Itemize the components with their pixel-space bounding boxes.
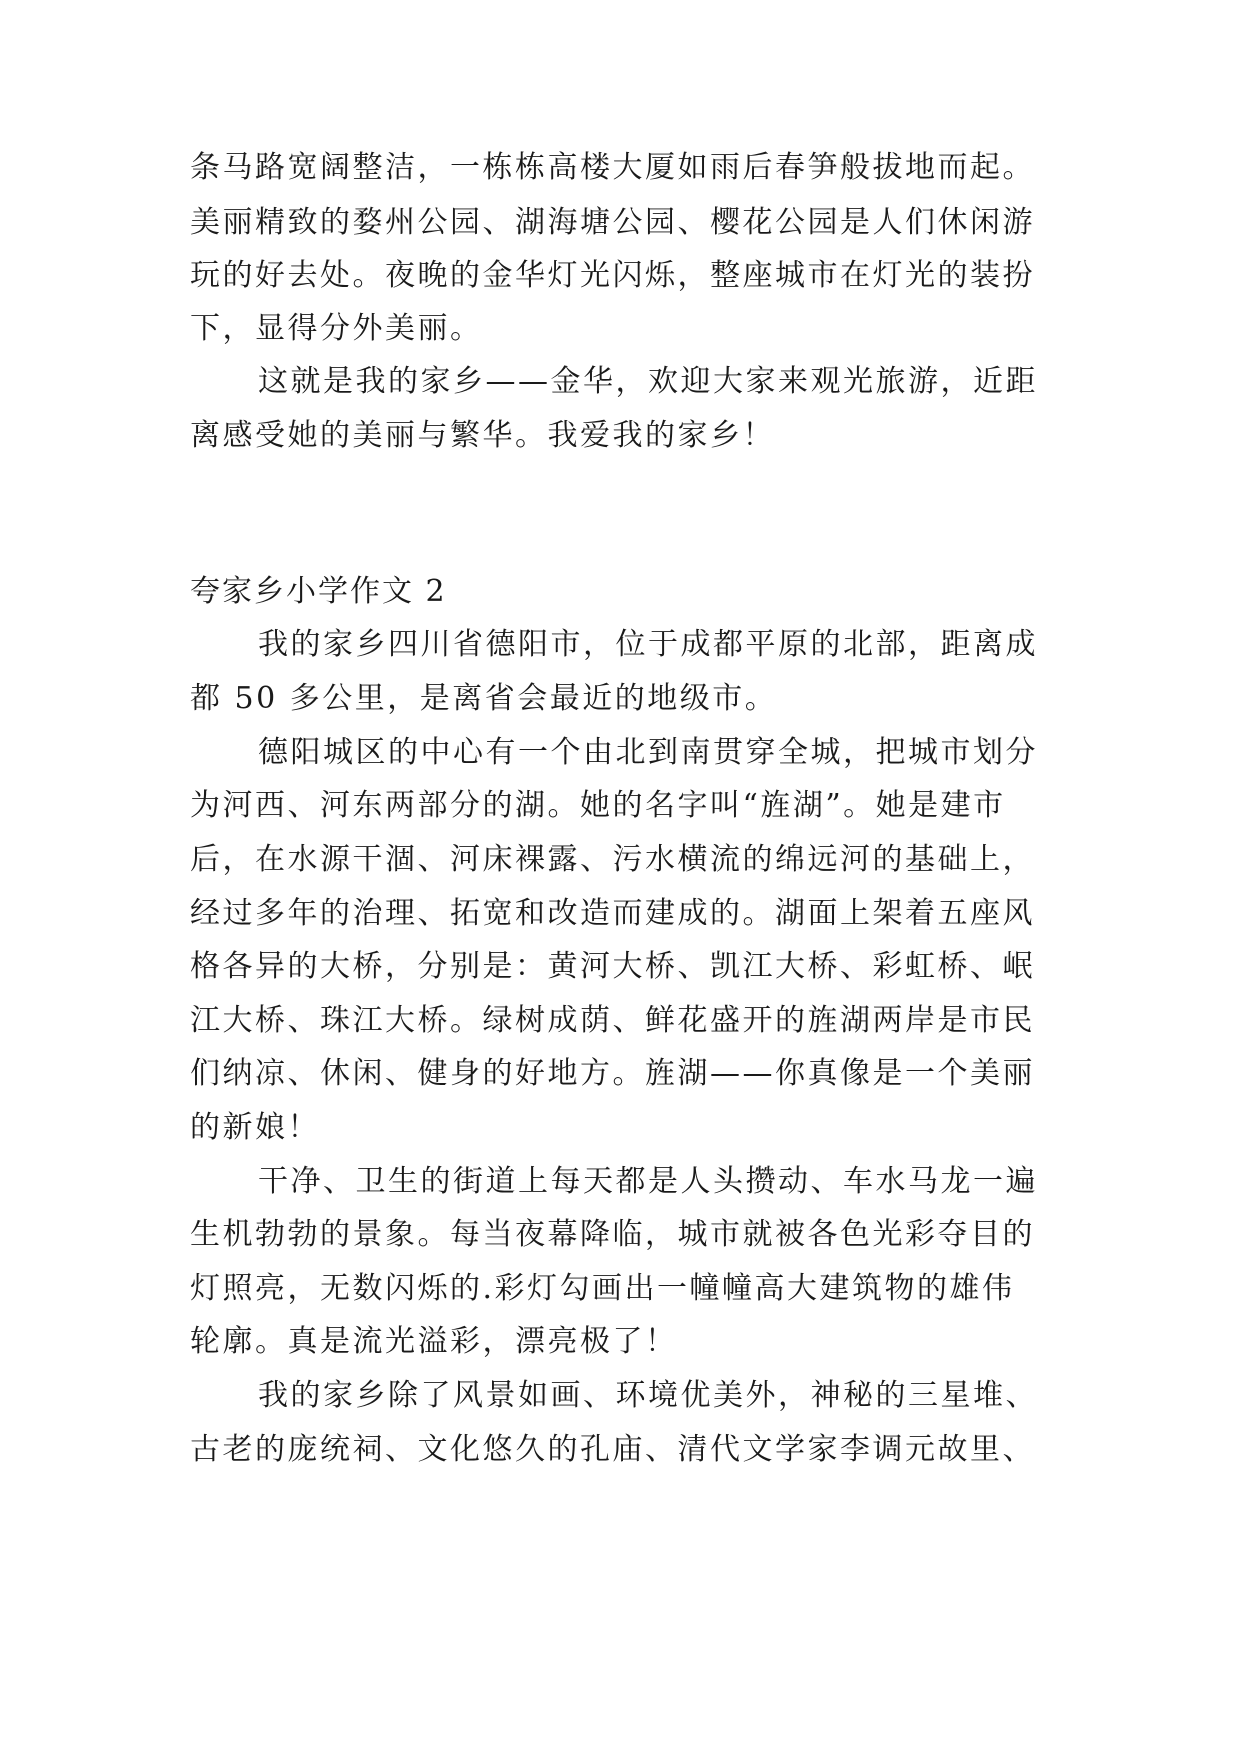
paragraph-line: 干净、卫生的街道上每天都是人头攒动、车水马龙一遍 [258,1164,1038,1199]
paragraph-line: 美丽精致的婺州公园、湖海塘公园、樱花公园是人们休闲游 [190,205,1035,240]
paragraph-line: 灯照亮，无数闪烁的.彩灯勾画出一幢幢高大建筑物的雄伟 [190,1271,1015,1306]
paragraph-line: 的新娘！ [190,1110,320,1145]
paragraph-line: 条马路宽阔整洁，一栋栋高楼大厦如雨后春笋般拔地而起。 [190,150,1035,185]
paragraph-line: 我的家乡除了风景如画、环境优美外，神秘的三星堆、 [258,1378,1038,1413]
paragraph-line: 生机勃勃的景象。每当夜幕降临，城市就被各色光彩夺目的 [190,1217,1035,1252]
paragraph-line: 我的家乡四川省德阳市，位于成都平原的北部，距离成 [258,627,1038,662]
paragraph-line: 后，在水源干涸、河床裸露、污水横流的绵远河的基础上， [190,842,1035,877]
paragraph-line: 都 50 多公里，是离省会最近的地级市。 [190,681,778,716]
paragraph-line: 德阳城区的中心有一个由北到南贯穿全城，把城市划分 [258,735,1038,770]
paragraph-line: 为河西、河东两部分的湖。她的名字叫“旌湖”。她是建市 [190,788,1006,823]
paragraph-line: 下，显得分外美丽。 [190,311,483,346]
paragraph-line: 这就是我的家乡——金华，欢迎大家来观光旅游，近距 [258,364,1038,399]
section-title: 夸家乡小学作文 2 [190,574,447,609]
paragraph-line: 江大桥、珠江大桥。绿树成荫、鲜花盛开的旌湖两岸是市民 [190,1003,1035,1038]
paragraph-line: 经过多年的治理、拓宽和改造而建成的。湖面上架着五座风 [190,896,1035,931]
paragraph-line: 格各异的大桥，分别是：黄河大桥、凯江大桥、彩虹桥、岷 [190,949,1035,984]
paragraph-line: 玩的好去处。夜晚的金华灯光闪烁，整座城市在灯光的装扮 [190,258,1035,293]
paragraph-line: 古老的庞统祠、文化悠久的孔庙、清代文学家李调元故里、 [190,1432,1035,1467]
paragraph-line: 们纳凉、休闲、健身的好地方。旌湖——你真像是一个美丽 [190,1056,1035,1091]
paragraph-line: 离感受她的美丽与繁华。我爱我的家乡！ [190,418,775,453]
paragraph-line: 轮廓。真是流光溢彩，漂亮极了！ [190,1324,678,1359]
